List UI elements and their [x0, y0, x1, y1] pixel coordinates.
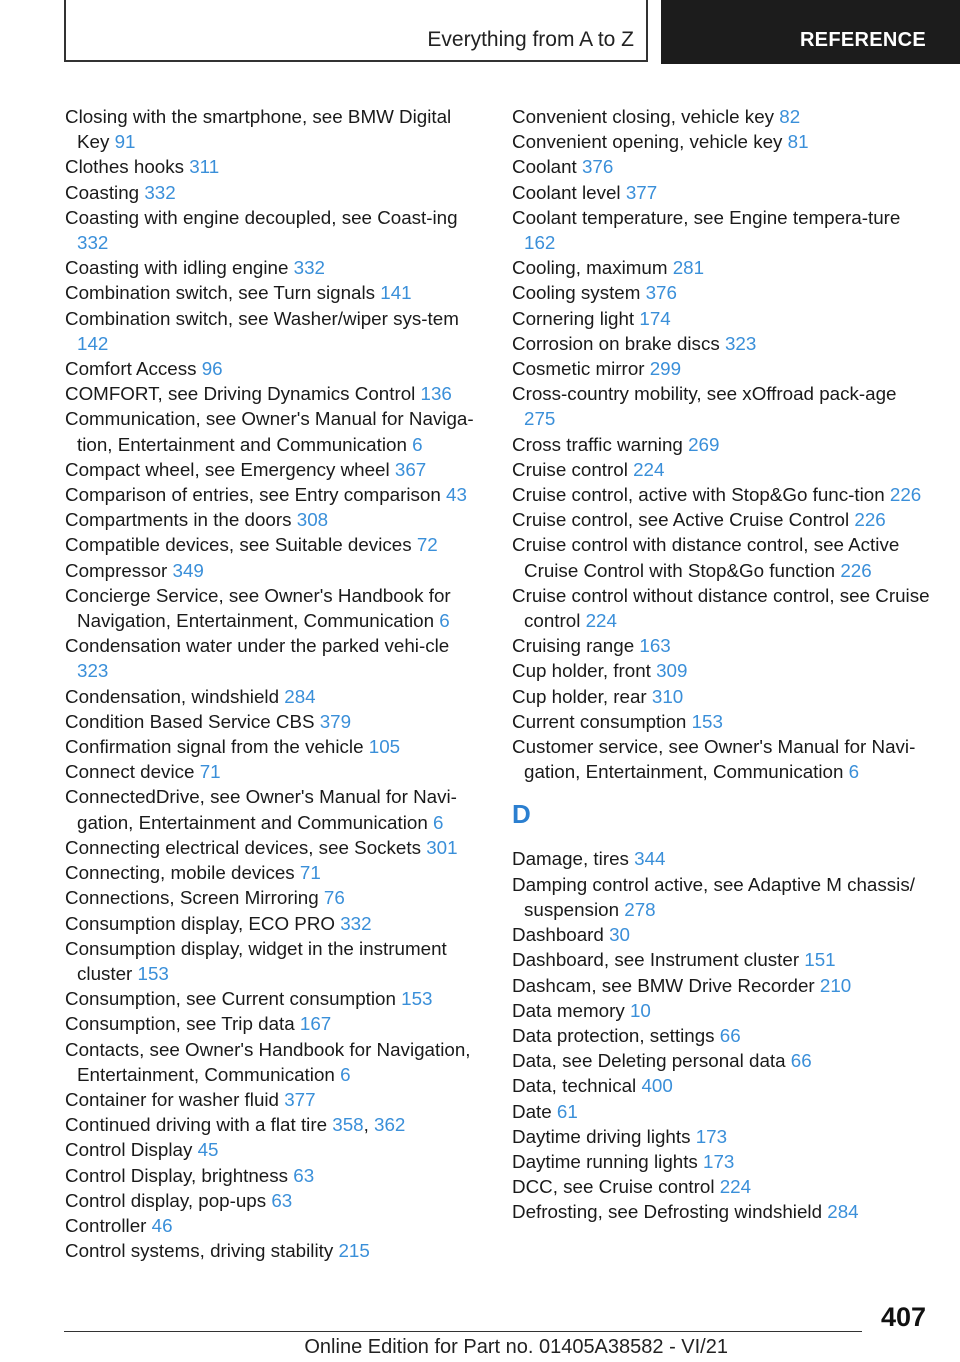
- index-entry: [512, 998, 932, 1023]
- page-reference-link[interactable]: 284: [827, 1201, 859, 1223]
- index-term: Compact wheel, see Emergency wheel: [65, 458, 390, 480]
- page-reference-link[interactable]: 269: [688, 433, 720, 455]
- page-reference-link[interactable]: 142: [77, 332, 109, 354]
- index-entry: [65, 885, 485, 910]
- index-term: Cup holder, rear: [512, 685, 647, 707]
- index-entry: [512, 482, 932, 507]
- index-entry: [65, 507, 485, 532]
- index-entry: [65, 205, 485, 255]
- index-entry: [65, 255, 485, 280]
- page-reference-link[interactable]: 6: [433, 811, 444, 833]
- page-reference-link[interactable]: 224: [633, 458, 665, 480]
- page-reference-link[interactable]: 323: [77, 660, 109, 682]
- index-entry: [512, 255, 932, 280]
- index-entry: [512, 154, 932, 179]
- index-entry: [65, 154, 485, 179]
- index-entry: [512, 922, 932, 947]
- page-reference-link[interactable]: 46: [151, 1214, 173, 1236]
- page-reference-link[interactable]: 6: [439, 610, 450, 632]
- chapter-label: REFERENCE: [799, 29, 926, 51]
- index-entry: [512, 734, 932, 784]
- index-entry: [65, 381, 485, 406]
- page-reference-link[interactable]: 332: [144, 181, 176, 203]
- index-entry: [65, 356, 485, 381]
- page-reference-link[interactable]: 63: [271, 1189, 293, 1211]
- index-entry: [512, 583, 932, 633]
- index-entry: [512, 280, 932, 305]
- chapter-tab: [661, 0, 960, 64]
- index-entry: [512, 507, 932, 532]
- index-entry: [65, 633, 485, 683]
- index-term: Daytime driving lights: [512, 1125, 691, 1147]
- page-reference-link[interactable]: 82: [779, 106, 801, 127]
- index-term: Compressor: [65, 559, 168, 581]
- index-entry: [512, 180, 932, 205]
- index-entry: [65, 457, 485, 482]
- index-term: ConnectedDrive, see Owner's Manual for Navi-gation, Entertainment and Communication: [65, 786, 457, 833]
- page-reference-link[interactable]: 96: [201, 358, 223, 380]
- index-entry: [65, 684, 485, 709]
- page-reference-link[interactable]: 400: [641, 1075, 673, 1097]
- page-reference-link[interactable]: 76: [323, 887, 345, 909]
- index-term: Data, see Deleting personal data: [512, 1050, 786, 1072]
- page-reference-link[interactable]: 61: [556, 1100, 578, 1122]
- index-term: Coasting with idling engine: [65, 257, 289, 279]
- index-term: Comfort Access: [65, 358, 197, 380]
- index-entry: [512, 1048, 932, 1073]
- page-reference-link[interactable]: 226: [889, 484, 922, 506]
- page-reference-link[interactable]: 224: [719, 1176, 752, 1198]
- index-term: Customer service, see Owner's Manual for Navi-gation, Entertainment, Communication: [512, 736, 916, 783]
- page-reference-link[interactable]: 376: [581, 156, 614, 178]
- index-term: Communication, see Owner's Manual for Naviga-tion, Entertainment and Communication: [65, 408, 474, 455]
- page-number: 407: [880, 1302, 926, 1332]
- footer-divider: [64, 1331, 862, 1332]
- page-reference-link[interactable]: 323: [724, 332, 757, 354]
- index-term: Consumption, see Trip data: [65, 1013, 295, 1035]
- index-entry: [65, 784, 485, 834]
- page-reference-link[interactable]: 6: [412, 433, 423, 455]
- page-reference-link[interactable]: 173: [695, 1125, 728, 1147]
- index-entry: [65, 1037, 485, 1087]
- index-term: Dashboard, see Instrument cluster: [512, 949, 800, 971]
- index-entry: Continued driving with a flat tire 358, 362: [65, 1114, 406, 1136]
- index-term: Convenient opening, vehicle key: [512, 131, 783, 153]
- index-column-left: [65, 104, 485, 1263]
- page-reference-link[interactable]: 349: [172, 559, 204, 581]
- index-term: Control display, pop-ups: [65, 1189, 267, 1211]
- index-term: Cruise control without distance control, see Cruise control: [512, 584, 930, 632]
- index-entry: [512, 532, 932, 582]
- page-reference-link[interactable]: 281: [672, 257, 705, 279]
- index-entry: [512, 947, 932, 972]
- index-entry: [512, 381, 932, 431]
- index-entry: [512, 104, 932, 129]
- index-entry: [512, 1174, 932, 1199]
- page-reference-link[interactable]: 310: [651, 685, 684, 707]
- page-reference-link[interactable]: 358: [332, 1114, 364, 1136]
- index-entry: [65, 306, 485, 356]
- page-reference-link[interactable]: 224: [585, 610, 617, 632]
- page-reference-link[interactable]: 309: [656, 660, 688, 682]
- index-term: Cross-country mobility, see xOffroad pack-age: [512, 383, 897, 405]
- page-reference-link[interactable]: 153: [401, 988, 433, 1010]
- page-reference-link[interactable]: 91: [114, 131, 136, 153]
- page-reference-link[interactable]: 332: [77, 232, 109, 254]
- page-reference-link[interactable]: 344: [634, 848, 666, 870]
- index-term: Cruise control: [512, 458, 628, 480]
- index-entry: [65, 180, 485, 205]
- index-term: Data memory: [512, 999, 625, 1021]
- index-term: Control Display, brightness: [65, 1164, 289, 1186]
- index-column-right: [512, 104, 932, 1225]
- page-reference-link[interactable]: 167: [299, 1013, 332, 1035]
- index-term: Corrosion on brake discs: [512, 332, 720, 354]
- index-entry: [512, 306, 932, 331]
- index-entry: [65, 1137, 485, 1162]
- page-reference-link[interactable]: 71: [199, 761, 221, 783]
- index-term: Connecting, mobile devices: [65, 862, 295, 884]
- index-entry: [512, 356, 932, 381]
- page-reference-link[interactable]: 301: [426, 836, 458, 858]
- index-term: Coolant temperature, see Engine tempera-ture: [512, 206, 901, 228]
- page-reference-link[interactable]: 30: [609, 924, 630, 946]
- index-term: Compatible devices, see Suitable devices: [65, 534, 412, 556]
- index-term: Dashboard: [512, 924, 604, 946]
- index-entry: [65, 835, 485, 860]
- index-entry: [65, 911, 485, 936]
- index-entry: [512, 973, 932, 998]
- index-term: Condensation water under the parked vehi-cle: [65, 635, 450, 657]
- index-entry: [65, 1188, 485, 1213]
- index-term: Consumption display, ECO PRO: [65, 912, 335, 934]
- index-term: Controller: [65, 1214, 147, 1236]
- index-term: Container for washer fluid: [65, 1088, 280, 1110]
- index-term: Coolant: [512, 156, 577, 178]
- page-reference-link[interactable]: 284: [284, 685, 316, 707]
- index-entry: [512, 684, 932, 709]
- index-term: DCC, see Cruise control: [512, 1176, 715, 1198]
- index-term: Cruising range: [512, 635, 635, 657]
- index-term: Control systems, driving stability: [65, 1240, 334, 1262]
- index-term: Cornering light: [512, 307, 635, 329]
- index-term: Defrosting, see Defrosting windshield: [512, 1201, 823, 1223]
- index-term: Cosmetic mirror: [512, 358, 645, 380]
- index-entry: [65, 104, 485, 154]
- page-reference-link[interactable]: 136: [420, 383, 452, 405]
- index-entry: [512, 872, 932, 922]
- index-term: Cruise control, active with Stop&Go func-tion: [512, 484, 885, 506]
- index-term: Cross traffic warning: [512, 433, 683, 455]
- page-reference-link[interactable]: 377: [284, 1088, 316, 1110]
- index-entry: [512, 129, 932, 154]
- page-reference-link[interactable]: 66: [719, 1024, 741, 1046]
- index-entry: [65, 558, 485, 583]
- index-entry: [512, 432, 932, 457]
- index-entry: [512, 1124, 932, 1149]
- page-reference-link[interactable]: 105: [368, 736, 401, 758]
- page-reference-link[interactable]: 215: [338, 1240, 370, 1262]
- index-entry: [65, 1238, 485, 1263]
- index-entry: [65, 734, 485, 759]
- index-term: Cruise control, see Active Cruise Control: [512, 509, 850, 531]
- section-title-box: [64, 0, 648, 62]
- page-reference-link[interactable]: 308: [296, 509, 329, 531]
- index-term: Cruise control with distance control, see Active Cruise Control with Stop&Go function: [512, 534, 900, 581]
- page-reference-link[interactable]: 278: [624, 898, 656, 920]
- index-term: Closing with the smartphone, see BMW Digital Key: [65, 106, 452, 153]
- index-entry: [65, 280, 485, 305]
- index-term: Condition Based Service CBS: [65, 710, 315, 732]
- index-term: Data, technical: [512, 1075, 637, 1097]
- index-term: Combination switch, see Washer/wiper sys-tem: [65, 307, 459, 329]
- index-term: Damping control active, see Adaptive M chassis/ suspension: [512, 873, 915, 920]
- page-reference-link[interactable]: 81: [787, 131, 809, 153]
- index-term: Coasting: [65, 181, 140, 203]
- index-term: Data protection, settings: [512, 1024, 715, 1046]
- page-reference-link[interactable]: 226: [854, 509, 886, 531]
- page-reference-link[interactable]: 173: [703, 1150, 735, 1172]
- index-entry: [512, 633, 932, 658]
- index-term: Date: [512, 1100, 552, 1122]
- page-reference-link[interactable]: 210: [819, 974, 852, 996]
- index-entry: [512, 331, 932, 356]
- page-reference-link[interactable]: 376: [645, 282, 677, 304]
- page-reference-link[interactable]: 275: [524, 408, 556, 430]
- index-term: Connections, Screen Mirroring: [65, 887, 319, 909]
- index-term: Condensation, windshield: [65, 685, 280, 707]
- index-term: Daytime running lights: [512, 1150, 698, 1172]
- index-entry: [512, 846, 932, 871]
- index-term: Cup holder, front: [512, 660, 651, 682]
- index-entry: [65, 1163, 485, 1188]
- index-entry: [65, 936, 485, 986]
- index-term: Confirmation signal from the vehicle: [65, 736, 364, 758]
- page-reference-link[interactable]: 299: [649, 358, 682, 380]
- page-reference-link[interactable]: 362: [374, 1114, 406, 1136]
- index-entry: [65, 759, 485, 784]
- index-term: Consumption display, widget in the instrument cluster: [65, 937, 447, 984]
- page-reference-link[interactable]: 332: [293, 257, 325, 279]
- index-term: Contacts, see Owner's Handbook for Navigation, Entertainment, Communication: [65, 1038, 471, 1085]
- section-letter: D: [512, 799, 531, 830]
- index-term: Continued driving with a flat tire: [65, 1114, 328, 1136]
- page-reference-link[interactable]: 43: [446, 484, 467, 506]
- page-reference-link[interactable]: 367: [394, 458, 427, 480]
- index-term: Comparison of entries, see Entry comparison: [65, 484, 441, 506]
- index-entry: [65, 986, 485, 1011]
- page-reference-link[interactable]: 10: [629, 999, 651, 1021]
- section-title: Everything from A to Z: [427, 28, 634, 51]
- index-entry: [65, 482, 485, 507]
- page-reference-link[interactable]: 174: [639, 307, 671, 329]
- index-term: Convenient closing, vehicle key: [512, 106, 775, 127]
- index-term: Damage, tires: [512, 848, 629, 870]
- index-entry: [65, 1087, 485, 1112]
- page-reference-link[interactable]: 66: [790, 1050, 812, 1072]
- index-term: Current consumption: [512, 710, 687, 732]
- page-reference-link[interactable]: 6: [848, 761, 860, 783]
- index-entry: [512, 457, 932, 482]
- index-term: Connect device: [65, 761, 195, 783]
- index-entry: [512, 205, 932, 255]
- page-reference-link[interactable]: 71: [299, 862, 321, 884]
- index-term: Dashcam, see BMW Drive Recorder: [512, 974, 815, 996]
- index-term: Coasting with engine decoupled, see Coast-ing: [65, 206, 458, 228]
- page-reference-link[interactable]: 162: [524, 232, 556, 254]
- page-reference-link[interactable]: 153: [691, 710, 723, 732]
- index-term: Connecting electrical devices, see Sockets: [65, 836, 421, 858]
- index-entry: [512, 1023, 932, 1048]
- index-entry: [512, 1073, 932, 1098]
- index-term: Compartments in the doors: [65, 509, 292, 531]
- index-entry: [512, 658, 932, 683]
- index-entry: [65, 709, 485, 734]
- index-term: Control Display: [65, 1139, 193, 1161]
- index-entry: [512, 1199, 932, 1224]
- page-reference-link[interactable]: 226: [840, 559, 872, 581]
- index-entry: [65, 1213, 485, 1238]
- index-entry: [65, 860, 485, 885]
- page-reference-link[interactable]: 311: [189, 156, 220, 178]
- index-term: Cooling system: [512, 282, 641, 304]
- index-group-d: [512, 846, 932, 1224]
- index-term: Combination switch, see Turn signals: [65, 282, 376, 304]
- index-term: Concierge Service, see Owner's Handbook for Navigation, Entertainment, Communication: [65, 584, 451, 632]
- page-header: [64, 0, 960, 64]
- index-entry: [512, 1149, 932, 1174]
- index-term: Consumption, see Current consumption: [65, 988, 396, 1010]
- page-reference-link[interactable]: 377: [625, 181, 658, 203]
- page-reference-link[interactable]: 151: [804, 949, 836, 971]
- page-reference-link[interactable]: 332: [340, 912, 372, 934]
- page-reference-link[interactable]: 45: [197, 1139, 219, 1161]
- index-term: COMFORT, see Driving Dynamics Control: [65, 383, 416, 405]
- index-entry: [65, 583, 485, 633]
- index-term: Cooling, maximum: [512, 257, 668, 279]
- page-reference-link[interactable]: 63: [293, 1164, 315, 1186]
- index-term: Clothes hooks: [65, 156, 185, 178]
- index-entry: [512, 1099, 932, 1124]
- index-group-c: [512, 104, 932, 784]
- page-reference-link[interactable]: 141: [380, 282, 412, 304]
- index-entry: [512, 709, 932, 734]
- page-reference-link[interactable]: 6: [340, 1063, 351, 1085]
- footer-edition: Online Edition for Part no. 01405A38582 - VI/21: [304, 1336, 728, 1358]
- index-entry: [65, 532, 485, 557]
- page-reference-link[interactable]: 153: [137, 962, 169, 984]
- page-reference-link[interactable]: 379: [319, 710, 352, 732]
- page-reference-link[interactable]: 72: [416, 534, 438, 556]
- index-term: Coolant level: [512, 181, 621, 203]
- page-reference-link[interactable]: 163: [639, 635, 671, 657]
- index-entry: [65, 406, 485, 456]
- index-entry: [65, 1011, 485, 1036]
